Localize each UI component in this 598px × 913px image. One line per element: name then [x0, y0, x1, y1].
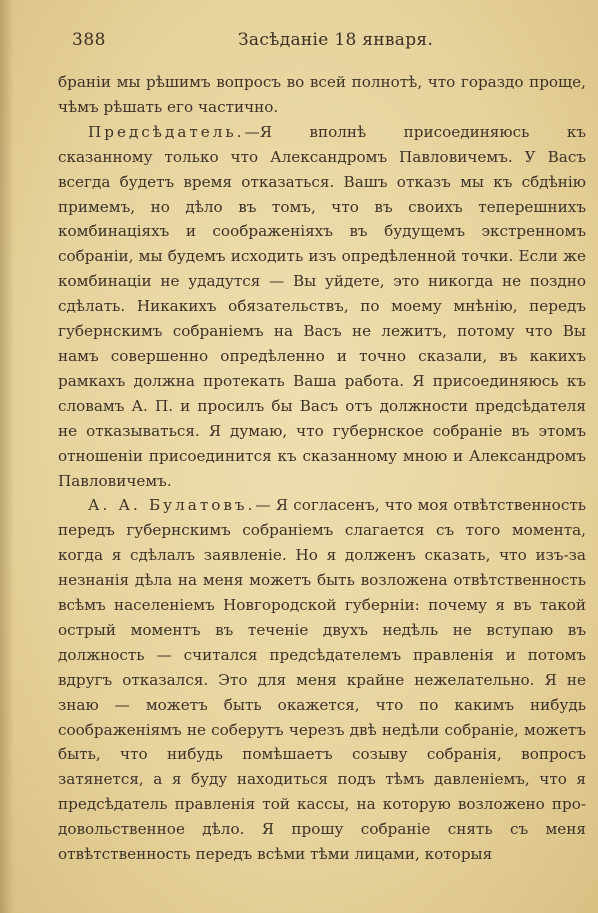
page-gutter-shadow [0, 0, 14, 913]
running-title: Засѣданіе 18 января. [238, 30, 434, 50]
paragraph-text: браніи мы рѣшимъ вопросъ во всей полнотѣ, что гораздо проще, чѣмъ рѣшать его частично. [58, 73, 586, 116]
paragraph-text: — Я согласенъ, что моя отвѣтственность передъ губернскимъ собраніемъ слагается съ того момента, когда я сдѣлалъ заявленіе. Но я долженъ сказать, что изъ-за незнанія дѣла на меня можетъ быть возложена отвѣтственность всѣмъ населеніемъ Новгородской губерніи: почему я въ такой острый моментъ въ теченіе двухъ недѣль не вступаю въ должность — считался предсѣдателемъ правленія и потомъ вдругъ отказался. Это для меня крайне нежелательно. Я не знаю — можетъ быть окажется, что по какимъ нибудь соображеніямъ не соберутъ черезъ двѣ недѣли собраніе, можетъ быть, что нибудь помѣшаетъ созыву собранія, вопросъ затянется, а я буду находиться подъ тѣмъ давленіемъ, что я предсѣдатель правленія той кассы, на которую возложено продовольственное дѣло. Я прошу собраніе снять съ меня отвѣтственность передъ всѣми тѣми лицами, которыя [58, 496, 586, 864]
paragraph-continuation [58, 70, 586, 120]
paragraph-chairman [58, 120, 586, 494]
page-header [72, 30, 582, 56]
page-number: 388 [72, 30, 106, 50]
body-text [58, 70, 586, 867]
paragraph-text: —Я вполнѣ присоединяюсь къ сказанному только что Александромъ Павловичемъ. У Васъ всегда будетъ время отказаться. Вашъ отказъ мы къ сбдѣнію примемъ, но дѣло въ томъ, что въ своихъ теперешнихъ комбинаціяхъ и соображеніяхъ въ будущемъ экстренномъ собраніи, мы будемъ исходить изъ опредѣленной точки. Если же комбинаціи не удадутся — Вы уйдете, это никогда не поздно сдѣлать. Никакихъ обязательствъ, по моему мнѣнію, передъ губернскимъ собраніемъ на Васъ не лежитъ, потому что Вы намъ совершенно опредѣленно и точно сказали, въ какихъ рамкахъ должна протекать Ваша работа. Я присоединяюсь къ словамъ А. П. и просилъ бы Васъ отъ должности предсѣдателя не отказываться. Я думаю, что губернское собраніе въ этомъ отношеніи присоединится къ сказанному мною и Александромъ Павловичемъ. [58, 122, 586, 490]
speaker-name: Предсѣдатель. [88, 122, 245, 141]
speaker-name: А. А. Булатовъ. [88, 496, 256, 515]
paragraph-bulatov [58, 493, 586, 867]
